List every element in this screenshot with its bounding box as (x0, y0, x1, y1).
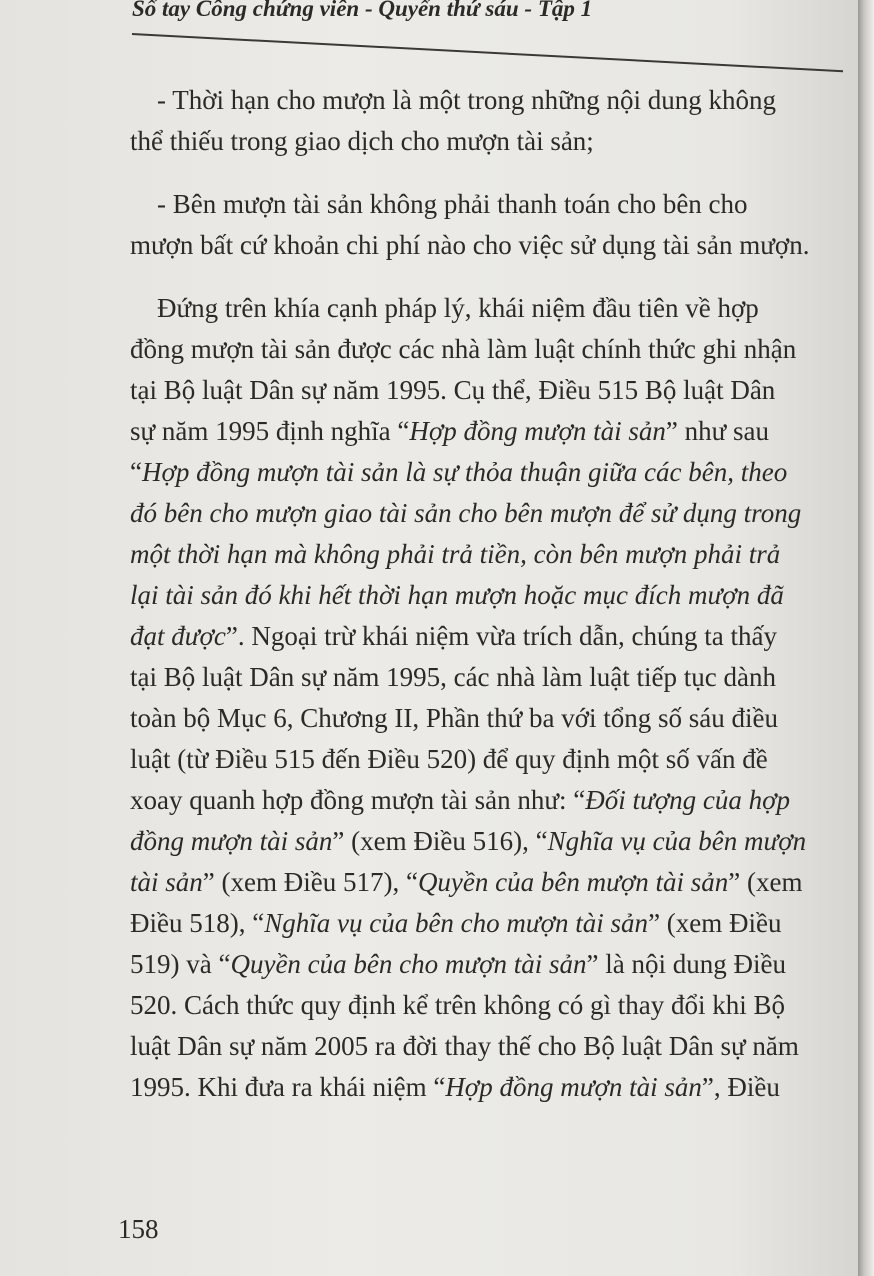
text-line (130, 616, 850, 657)
italic-run: Hợp đồng mượn tài sản (445, 1072, 702, 1102)
text-line (130, 903, 850, 944)
text-line (130, 821, 850, 862)
text-run: Đứng trên khía cạnh pháp lý, khái niệm đầu tiên về hợp (130, 293, 759, 323)
text-line (130, 657, 850, 698)
text-run: ” (xem Điều (648, 908, 782, 938)
text-run: mượn bất cứ khoản chi phí nào cho việc sử dụng tài sản mượn. (130, 230, 810, 260)
text-run: Điều 518), “ (130, 908, 265, 938)
text-run: xoay quanh hợp đồng mượn tài sản như: “ (130, 785, 586, 815)
italic-run: Nghĩa vụ của bên mượn (547, 826, 807, 856)
text-run: 1995. Khi đưa ra khái niệm “ (130, 1072, 446, 1102)
body-text (130, 80, 850, 1108)
page-number: 158 (118, 1214, 159, 1244)
italic-run: Quyền của bên cho mượn tài sản (230, 949, 587, 979)
text-line (130, 493, 850, 534)
italic-run: một thời hạn mà không phải trả tiền, còn bên mượn phải trả (130, 539, 781, 569)
text-line (130, 329, 850, 370)
text-run: ”, Điều (701, 1072, 780, 1102)
text-run: đồng mượn tài sản được các nhà làm luật chính thức ghi nhận (130, 334, 797, 364)
text-line (130, 575, 850, 616)
text-line (130, 985, 850, 1026)
text-line (130, 534, 850, 575)
italic-run: Hợp đồng mượn tài sản (409, 416, 666, 446)
text-run: ” là nội dung Điều (586, 949, 786, 979)
text-run: ” (xem (728, 867, 803, 897)
text-run: ” như sau (665, 416, 770, 446)
paragraph (130, 80, 850, 162)
text-run: tại Bộ luật Dân sự năm 1995. Cụ thể, Điều 515 Bộ luật Dân (130, 375, 776, 405)
italic-run: Đối tượng của hợp (585, 785, 791, 815)
text-line (130, 698, 850, 739)
text-line (130, 121, 850, 162)
paragraph (130, 288, 850, 1108)
italic-run: Nghĩa vụ của bên cho mượn tài sản (264, 908, 649, 938)
text-run: ” (xem Điều 517), “ (202, 867, 418, 897)
text-run: luật (từ Điều 515 đến Điều 520) để quy định một số vấn đề (130, 744, 768, 774)
text-run: ” (xem Điều 516), “ (332, 826, 548, 856)
running-header: Sổ tay Công chứng viên - Quyển thứ sáu - Tập 1 (132, 0, 593, 21)
text-run: tại Bộ luật Dân sự năm 1995, các nhà làm luật tiếp tục dành (130, 662, 776, 692)
text-run: - Thời hạn cho mượn là một trong những nội dung không (130, 85, 777, 115)
italic-run: Hợp đồng mượn tài sản là sự thỏa thuận giữa các bên, theo (141, 457, 788, 487)
italic-run: tài sản (130, 867, 203, 897)
text-line (130, 739, 850, 780)
italic-run: lại tài sản đó khi hết thời hạn mượn hoặc mục đích mượn đã (130, 580, 784, 610)
text-line (130, 80, 850, 121)
italic-run: Quyền của bên mượn tài sản (417, 867, 729, 897)
text-line (130, 225, 850, 266)
italic-run: đạt được (130, 621, 226, 651)
text-line (130, 184, 850, 225)
header-rule (132, 33, 843, 72)
text-line (130, 411, 850, 452)
paragraph-gap (130, 266, 850, 288)
paragraph-gap (130, 162, 850, 184)
text-line (130, 1067, 850, 1108)
text-line (130, 862, 850, 903)
text-run: - Bên mượn tài sản không phải thanh toán cho bên cho (130, 189, 748, 219)
text-line (130, 452, 850, 493)
text-run: ”. Ngoại trừ khái niệm vừa trích dẫn, chúng ta thấy (225, 621, 777, 651)
italic-run: đó bên cho mượn giao tài sản cho bên mượn để sử dụng trong (130, 498, 802, 528)
text-run: toàn bộ Mục 6, Chương II, Phần thứ ba với tổng số sáu điều (130, 703, 779, 733)
text-run: “ (130, 457, 142, 487)
text-line (130, 370, 850, 411)
text-run: 520. Cách thức quy định kể trên không có gì thay đổi khi Bộ (130, 990, 786, 1020)
text-run: sự năm 1995 định nghĩa “ (130, 416, 410, 446)
text-run: thể thiếu trong giao dịch cho mượn tài sản; (130, 126, 594, 156)
italic-run: đồng mượn tài sản (130, 826, 333, 856)
adjacent-page-edge (858, 0, 874, 1276)
text-line (130, 944, 850, 985)
text-run: 519) và “ (130, 949, 231, 979)
paragraph (130, 184, 850, 266)
text-line (130, 288, 850, 329)
text-line (130, 1026, 850, 1067)
text-line (130, 780, 850, 821)
text-run: luật Dân sự năm 2005 ra đời thay thế cho Bộ luật Dân sự năm (130, 1031, 799, 1061)
